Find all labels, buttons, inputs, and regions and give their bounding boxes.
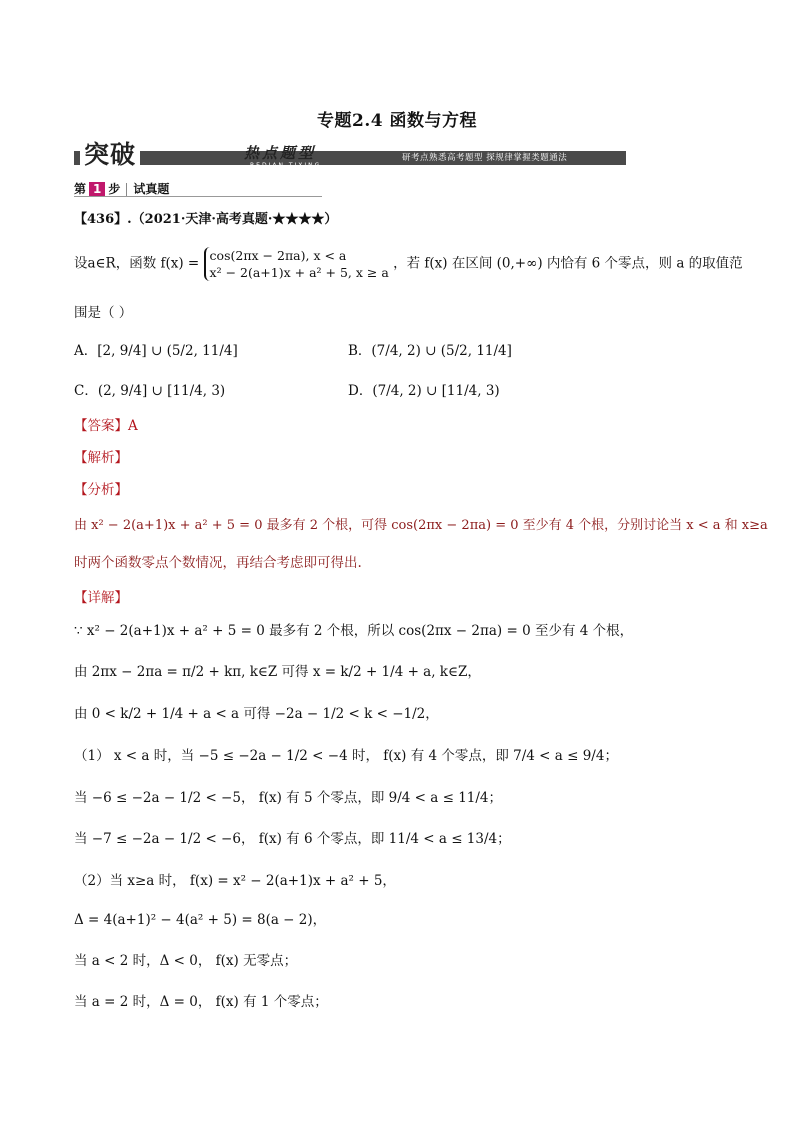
detail-line-2: 由 2πx − 2πa = π/2 + kπ, k∈Z 可得 x = k/2 + 1/4 + a, k∈Z， <box>74 664 481 680</box>
detail-line-8: Δ = 4(a+1)² − 4(a² + 5) = 8(a − 2)， <box>74 912 327 928</box>
detail-line-10: 当 a = 2 时，Δ = 0， f(x) 有 1 个零点； <box>74 994 328 1010</box>
detail-line-3: 由 0 < k/2 + 1/4 + a < a 可得 −2a − 1/2 < k < −1/2， <box>74 706 439 722</box>
question-head: 【436】.（2021·天津·高考真题·★★★★） <box>74 212 338 227</box>
step-number: 1 <box>89 182 105 196</box>
step-prefix: 第 <box>74 182 87 196</box>
stem-part-c: 围是（ ） <box>74 305 133 321</box>
page-title: 专题2.4 函数与方程 <box>317 111 477 131</box>
option-d: D．(7/4, 2) ∪ [11/4, 3) <box>348 383 500 399</box>
xiangjie-label: 【详解】 <box>74 590 128 606</box>
detail-line-1: ∵ x² − 2(a+1)x + a² + 5 = 0 最多有 2 个根，所以 cos(2πx − 2πa) = 0 至少有 4 个根， <box>74 623 634 639</box>
stem-part-b: ，若 f(x) 在区间 (0,+∞) 内恰有 6 个零点，则 a 的取值范 <box>393 255 743 272</box>
step-header <box>74 180 326 196</box>
banner-pinyin: REDIAN TIXING <box>250 162 322 169</box>
detail-line-7: （2）当 x≥a 时， f(x) = x² − 2(a+1)x + a² + 5， <box>74 873 396 889</box>
section-banner <box>74 140 626 170</box>
banner-hot-text: 热点题型 <box>244 144 317 162</box>
step-suffix: 步 <box>108 182 121 196</box>
detail-line-5: 当 −6 ≤ −2a − 1/2 < −5， f(x) 有 5 个零点，即 9/4 < a ≤ 11/4； <box>74 790 503 806</box>
detail-line-6: 当 −7 ≤ −2a − 1/2 < −6， f(x) 有 6 个零点，即 11/4 < a ≤ 13/4； <box>74 831 511 847</box>
answer-label: 【答案】A <box>74 418 138 434</box>
banner-slogan: 研考点熟悉高考题型 探规律掌握类题通法 <box>402 153 568 163</box>
piece-case-2: x² − 2(a+1)x + a² + 5, x ≥ a <box>209 265 389 280</box>
question-stem <box>74 247 743 281</box>
option-a: A．[2, 9/4] ∪ (5/2, 11/4] <box>74 343 238 359</box>
step-divider <box>126 183 127 197</box>
detail-line-9: 当 a < 2 时，Δ < 0， f(x) 无零点； <box>74 953 298 969</box>
fenxi-label: 【分析】 <box>74 482 128 498</box>
banner-big-text: 突破 <box>80 140 140 170</box>
detail-line-4: （1） x < a 时，当 −5 ≤ −2a − 1/2 < −4 时， f(x) 有 4 个零点，即 7/4 < a ≤ 9/4； <box>74 748 618 764</box>
jiexi-label: 【解析】 <box>74 450 128 466</box>
step-underline <box>74 196 322 197</box>
analysis-line-1: 由 x² − 2(a+1)x + a² + 5 = 0 最多有 2 个根，可得 cos(2πx − 2πa) = 0 至少有 4 个根，分别讨论当 x < a 和 x≥a <box>74 518 768 533</box>
option-c: C．(2, 9/4] ∪ [11/4, 3) <box>74 383 226 399</box>
piece-case-1: cos(2πx − 2πa), x < a <box>209 248 347 263</box>
stem-part-a: 设a∈R，函数 f(x) = <box>74 255 200 272</box>
option-b: B．(7/4, 2) ∪ (5/2, 11/4] <box>348 343 512 359</box>
step-label: 试真题 <box>133 182 170 196</box>
piecewise-function <box>204 247 389 281</box>
analysis-line-2: 时两个函数零点个数情况，再结合考虑即可得出. <box>74 555 362 571</box>
